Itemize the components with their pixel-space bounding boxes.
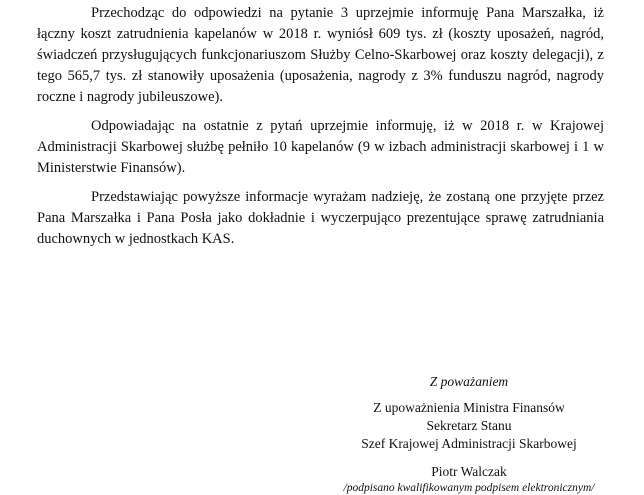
paragraph-costs: Przechodząc do odpowiedzi na pytanie 3 uprzejmie informuję Pana Marszałka, iż łączny koszt zatrudnienia kapelanów w 2018 r. wyniósł 609 tys. zł (koszty uposażeń, nagród, świadczeń przysługujących funkcjonariuszom Służby Celno-Skarbowej oraz koszty delegacji), z tego 565,7 tys. zł stanowiły uposażenia (uposażenia, nagrody z 3% funduszu nagród, nagrody roczne i nagrody jubileuszowe). [37,5,604,105]
paragraph-closing: Przedstawiając powyższe informacje wyrażam nadzieję, że zostaną one przyjęte przez Pana Marszałka i Pana Posła jako dokładnie i wyczerpująco prezentujące sprawę zatrudniania duchownych w jednostkach KAS. [37,189,604,247]
signature-greeting: Z poważaniem [429,374,509,389]
letter-body [37,3,604,258]
signature-note: /podpisano kwalifikowanym podpisem elektronicznym/ [343,482,595,494]
signature-title: Szef Krajowej Administracji Skarbowej [361,436,577,451]
paragraph-chaplain-count: Odpowiadając na ostatnie z pytań uprzejmie informuję, iż w 2018 r. w Krajowej Administracji Skarbowej służbę pełniło 10 kapelanów (9 w izbach administracji skarbowej i 1 w Ministerstwie Finansów). [37,118,604,176]
signature-name: Piotr Walczak [431,464,507,479]
signature-block [330,373,608,495]
signature-position: Sekretarz Stanu [426,418,512,433]
signature-authorization: Z upoważnienia Ministra Finansów [373,400,565,415]
